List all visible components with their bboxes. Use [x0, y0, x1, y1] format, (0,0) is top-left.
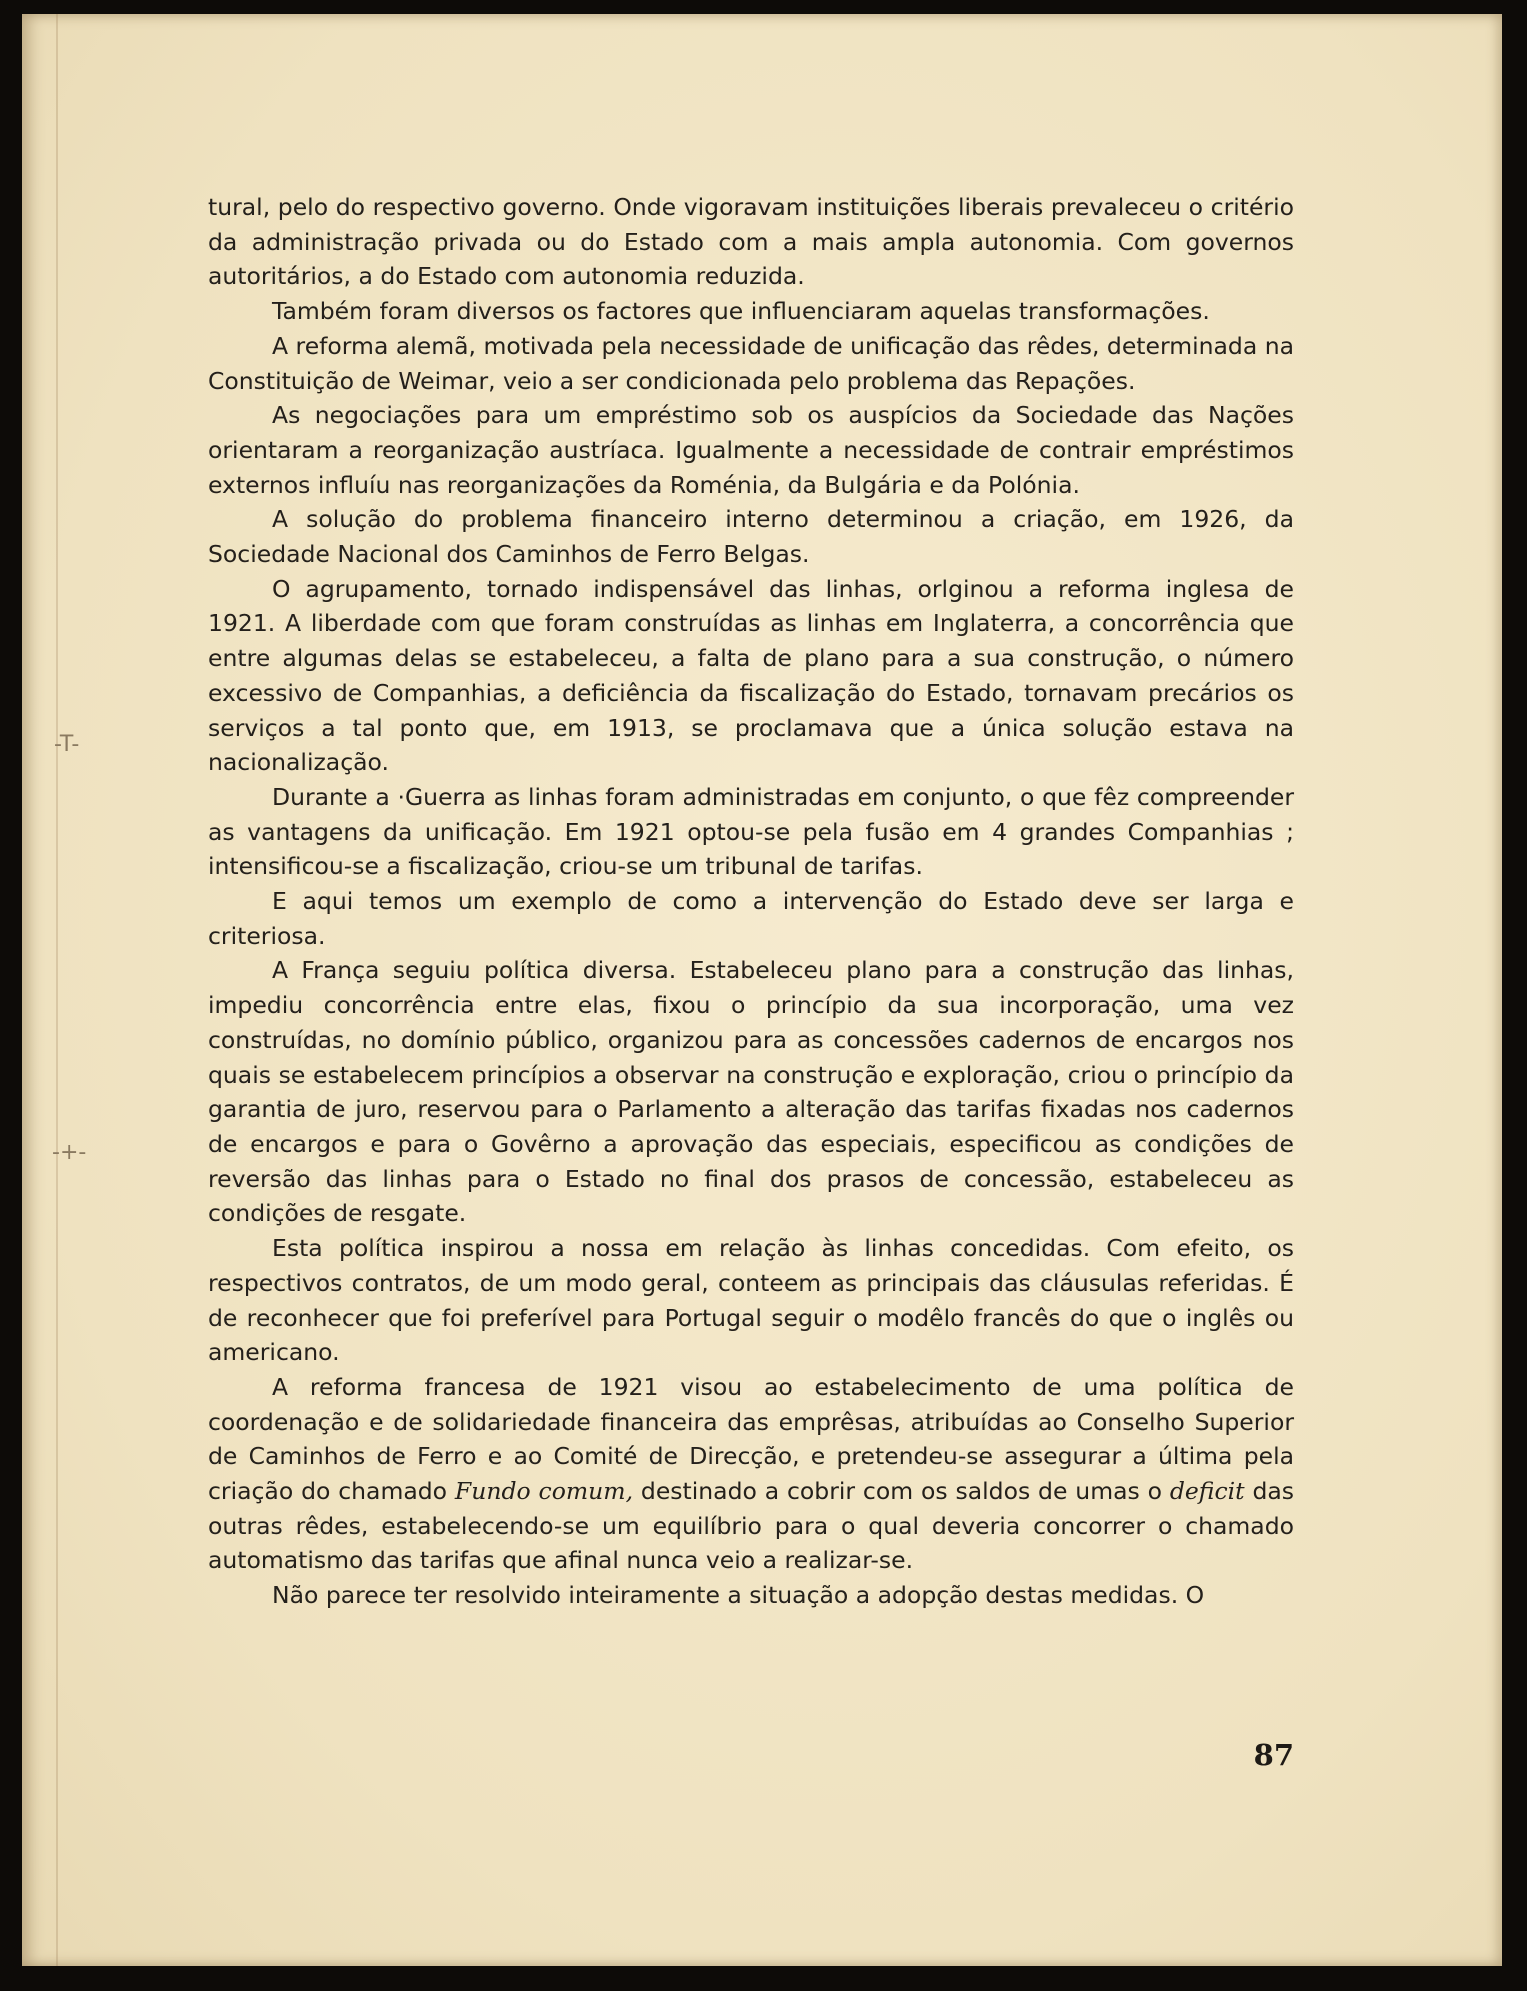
reform-text-before: A reforma francesa de 1921 visou ao estabelecimento de uma política de coordenação e de solidariedade financeira das emprêsas, atribuídas ao Conselho Superior de Caminhos de Ferro e ao Comité de Direcção, e pretendeu-se assegurar a última pela criação do chamado [208, 1372, 1294, 1506]
reform-text-middle: destinado a cobrir com os saldos de umas o [633, 1477, 1170, 1506]
italic-fundo-comum: Fundo comum, [454, 1477, 634, 1506]
page-number: 87 [1253, 1738, 1294, 1772]
paragraph-4: As negociações para um empréstimo sob os auspícios da Sociedade das Nações orientaram a reorganização austríaca. Igualmente a necessidade de contrair empréstimos externos influíu nas reorganizações da Roménia, da Bulgária e da Polónia. [208, 401, 1294, 499]
margin-mark-bottom: -+- [52, 1140, 87, 1165]
reform-text-after: das outras rêdes, estabelecendo-se um equilíbrio para o qual deveria concorrer o chamado automatismo das tarifas que afinal nunca veio a realizar-se. [208, 1477, 1295, 1575]
paragraph-7: Durante a ·Guerra as linhas foram administradas em conjunto, o que fêz compreender as vantagens da unificação. Em 1921 optou-se pela fusão em 4 grandes Companhias ; intensificou-se a fiscalização, criou-se um tribunal de tarifas. [208, 782, 1294, 881]
paragraph-5: A solução do problema financeiro interno determinou a criação, em 1926, da Sociedade Nacional dos Caminhos de Ferro Belgas. [208, 505, 1294, 569]
paragraph-10: Esta política inspirou a nossa em relação às linhas concedidas. Com efeito, os respectivos contratos, de um modo geral, conteem as principais das cláusulas referidas. É de reconhecer que foi preferível para Portugal seguir o modêlo francês do que o inglês ou americano. [208, 1234, 1294, 1367]
italic-deficit: deficit [1169, 1477, 1245, 1506]
paragraph-2: Também foram diversos os factores que influenciaram aquelas transformações. [272, 297, 1210, 326]
paragraph-3: A reforma alemã, motivada pela necessidade de unificação das rêdes, determinada na Constituição de Weimar, veio a ser condicionada pelo problema das Repações. [208, 331, 1294, 395]
gutter-line [56, 14, 58, 1966]
body-text [208, 190, 1294, 1613]
paragraph-11 [208, 1370, 1294, 1578]
paragraph-8: E aqui temos um exemplo de como a intervenção do Estado deve ser larga e criteriosa. [208, 887, 1294, 950]
paragraph-1: tural, pelo do respectivo governo. Onde vigoravam instituições liberais prevaleceu o critério da administração privada ou do Estado com a mais ampla autonomia. Com governos autoritários, a do Estado com autonomia reduzida. [208, 193, 1294, 291]
margin-mark-top: -T- [54, 732, 80, 757]
paragraph-9: A França seguiu política diversa. Estabeleceu plano para a construção das linhas, impediu concorrência entre elas, fixou o princípio da sua incorporação, uma vez construídas, no domínio público, organizou para as concessões cadernos de encargos nos quais se estabelecem princípios a observar na construção e exploração, criou o princípio da garantia de juro, reservou para o Parlamento a alteração das tarifas fixadas nos cadernos de encargos e para o Govêrno a aprovação das especiais, especificou as condições de reversão das linhas para o Estado no final dos prasos de concessão, estabeleceu as condições de resgate. [208, 956, 1294, 1228]
paragraph-6: O agrupamento, tornado indispensável das linhas, orlginou a reforma inglesa de 1921. A liberdade com que foram construídas as linhas em Inglaterra, a concorrência que entre algumas delas se estabeleceu, a falta de plano para a sua construção, o número excessivo de Companhias, a deficiência da fiscalização do Estado, tornavam precários os serviços a tal ponto que, em 1913, se proclamava que a única solução estava na nacionalização. [208, 574, 1294, 777]
paragraph-12: Não parece ter resolvido inteiramente a situação a adopção destas medidas. O [272, 1581, 1205, 1610]
